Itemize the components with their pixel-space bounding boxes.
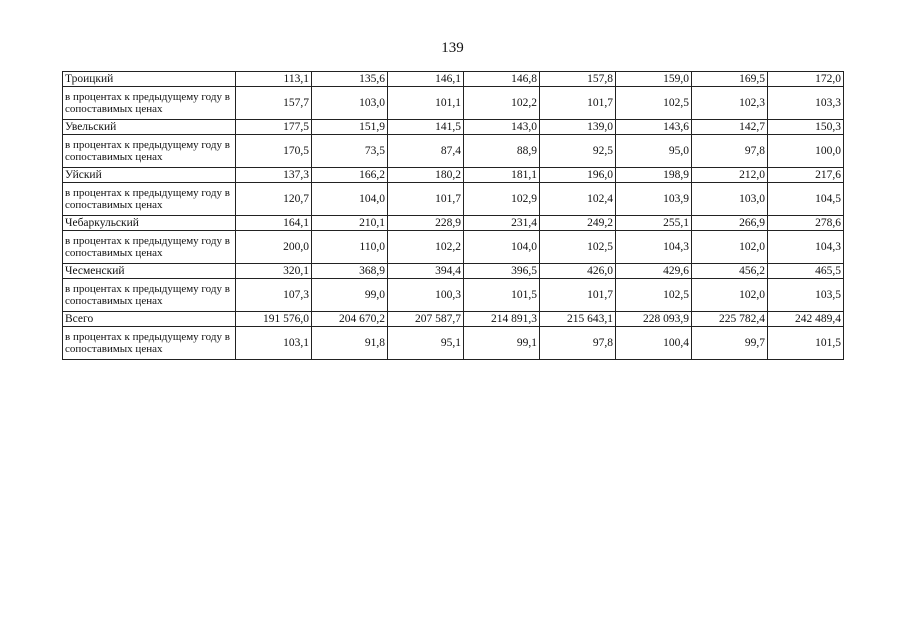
table-row <box>63 72 844 87</box>
table-cell-percent: 102,5 <box>616 87 692 120</box>
table-cell: 266,9 <box>692 216 768 231</box>
table-cell: 396,5 <box>464 264 540 279</box>
table-row-percent <box>63 135 844 168</box>
table-cell: 137,3 <box>236 168 312 183</box>
table-cell: 164,1 <box>236 216 312 231</box>
table-cell: 172,0 <box>768 72 844 87</box>
table-cell-percent: 104,5 <box>768 183 844 216</box>
table-cell: 242 489,4 <box>768 312 844 327</box>
table-cell: 212,0 <box>692 168 768 183</box>
table-cell: 465,5 <box>768 264 844 279</box>
table-cell: 249,2 <box>540 216 616 231</box>
table-cell-percent: 92,5 <box>540 135 616 168</box>
table-cell-percent: 102,9 <box>464 183 540 216</box>
table-cell: 141,5 <box>388 120 464 135</box>
table-cell-percent: 91,8 <box>312 327 388 360</box>
table-cell-percent: 100,3 <box>388 279 464 312</box>
table-row <box>63 120 844 135</box>
table-cell-percent: 99,7 <box>692 327 768 360</box>
table-cell: 320,1 <box>236 264 312 279</box>
table-cell-percent: 97,8 <box>692 135 768 168</box>
table-cell-percent: 101,7 <box>540 279 616 312</box>
table-cell: 143,6 <box>616 120 692 135</box>
table-cell-percent: 101,7 <box>540 87 616 120</box>
table-cell: 142,7 <box>692 120 768 135</box>
table-cell: 180,2 <box>388 168 464 183</box>
table-cell: 456,2 <box>692 264 768 279</box>
table-cell-percent: 102,5 <box>540 231 616 264</box>
table-cell-percent: 101,7 <box>388 183 464 216</box>
table-cell-percent: 104,3 <box>768 231 844 264</box>
table-cell: 139,0 <box>540 120 616 135</box>
percent-row-label: в процентах к предыдущему году в сопоставимых ценах <box>63 183 236 216</box>
table-cell-percent: 73,5 <box>312 135 388 168</box>
table-cell: 191 576,0 <box>236 312 312 327</box>
row-label: Чесменский <box>63 264 236 279</box>
table-cell-percent: 157,7 <box>236 87 312 120</box>
table-cell-percent: 97,8 <box>540 327 616 360</box>
table-cell-percent: 102,2 <box>388 231 464 264</box>
table-cell: 181,1 <box>464 168 540 183</box>
table-cell: 146,8 <box>464 72 540 87</box>
table-cell: 217,6 <box>768 168 844 183</box>
table-row <box>63 312 844 327</box>
table-cell-percent: 103,0 <box>692 183 768 216</box>
table-cell: 150,3 <box>768 120 844 135</box>
table-cell-percent: 102,0 <box>692 279 768 312</box>
table-cell: 255,1 <box>616 216 692 231</box>
table-cell-percent: 99,1 <box>464 327 540 360</box>
percent-row-label: в процентах к предыдущему году в сопоставимых ценах <box>63 231 236 264</box>
table-cell: 368,9 <box>312 264 388 279</box>
table-cell-percent: 102,5 <box>616 279 692 312</box>
table-cell: 426,0 <box>540 264 616 279</box>
table-cell-percent: 103,5 <box>768 279 844 312</box>
table-cell-percent: 200,0 <box>236 231 312 264</box>
table-cell-percent: 102,0 <box>692 231 768 264</box>
table-cell-percent: 95,1 <box>388 327 464 360</box>
table-cell: 228,9 <box>388 216 464 231</box>
table-cell-percent: 103,1 <box>236 327 312 360</box>
table-cell: 151,9 <box>312 120 388 135</box>
table-cell: 146,1 <box>388 72 464 87</box>
table-row <box>63 168 844 183</box>
table-cell-percent: 102,2 <box>464 87 540 120</box>
table-cell-percent: 103,3 <box>768 87 844 120</box>
row-label: Увельский <box>63 120 236 135</box>
table-cell-percent: 120,7 <box>236 183 312 216</box>
table-cell-percent: 95,0 <box>616 135 692 168</box>
row-label: Всего <box>63 312 236 327</box>
table-cell-percent: 100,4 <box>616 327 692 360</box>
table-row <box>63 264 844 279</box>
table-cell-percent: 101,1 <box>388 87 464 120</box>
table-cell-percent: 101,5 <box>464 279 540 312</box>
row-label: Троицкий <box>63 72 236 87</box>
table-cell: 166,2 <box>312 168 388 183</box>
table-cell: 228 093,9 <box>616 312 692 327</box>
data-table <box>62 71 844 360</box>
table-cell-percent: 87,4 <box>388 135 464 168</box>
percent-row-label: в процентах к предыдущему году в сопоставимых ценах <box>63 87 236 120</box>
table-cell: 177,5 <box>236 120 312 135</box>
table-cell: 204 670,2 <box>312 312 388 327</box>
table-cell-percent: 101,5 <box>768 327 844 360</box>
table-cell: 159,0 <box>616 72 692 87</box>
table-row-percent <box>63 327 844 360</box>
table-cell: 198,9 <box>616 168 692 183</box>
table-cell-percent: 170,5 <box>236 135 312 168</box>
table-cell: 196,0 <box>540 168 616 183</box>
table-cell-percent: 102,4 <box>540 183 616 216</box>
table-cell: 394,4 <box>388 264 464 279</box>
table-cell-percent: 100,0 <box>768 135 844 168</box>
table-row-percent <box>63 183 844 216</box>
table-cell: 113,1 <box>236 72 312 87</box>
table-cell: 210,1 <box>312 216 388 231</box>
table-row <box>63 216 844 231</box>
percent-row-label: в процентах к предыдущему году в сопоставимых ценах <box>63 279 236 312</box>
table-cell: 278,6 <box>768 216 844 231</box>
table-cell-percent: 104,0 <box>312 183 388 216</box>
table-cell: 207 587,7 <box>388 312 464 327</box>
table-cell: 157,8 <box>540 72 616 87</box>
table-cell-percent: 104,3 <box>616 231 692 264</box>
percent-row-label: в процентах к предыдущему году в сопоставимых ценах <box>63 135 236 168</box>
table-cell: 214 891,3 <box>464 312 540 327</box>
row-label: Уйский <box>63 168 236 183</box>
table-cell: 169,5 <box>692 72 768 87</box>
table-cell-percent: 104,0 <box>464 231 540 264</box>
table-cell: 429,6 <box>616 264 692 279</box>
table-row-percent <box>63 279 844 312</box>
table-cell-percent: 103,9 <box>616 183 692 216</box>
table-cell-percent: 107,3 <box>236 279 312 312</box>
table-cell: 231,4 <box>464 216 540 231</box>
row-label: Чебаркульский <box>63 216 236 231</box>
table-cell: 143,0 <box>464 120 540 135</box>
table-cell-percent: 103,0 <box>312 87 388 120</box>
table-cell-percent: 88,9 <box>464 135 540 168</box>
table-row-percent <box>63 231 844 264</box>
table-cell-percent: 99,0 <box>312 279 388 312</box>
percent-row-label: в процентах к предыдущему году в сопоставимых ценах <box>63 327 236 360</box>
table-cell: 135,6 <box>312 72 388 87</box>
table-cell: 225 782,4 <box>692 312 768 327</box>
table-cell: 215 643,1 <box>540 312 616 327</box>
table-cell-percent: 102,3 <box>692 87 768 120</box>
table-cell-percent: 110,0 <box>312 231 388 264</box>
page-number: 139 <box>441 40 464 56</box>
table-row-percent <box>63 87 844 120</box>
